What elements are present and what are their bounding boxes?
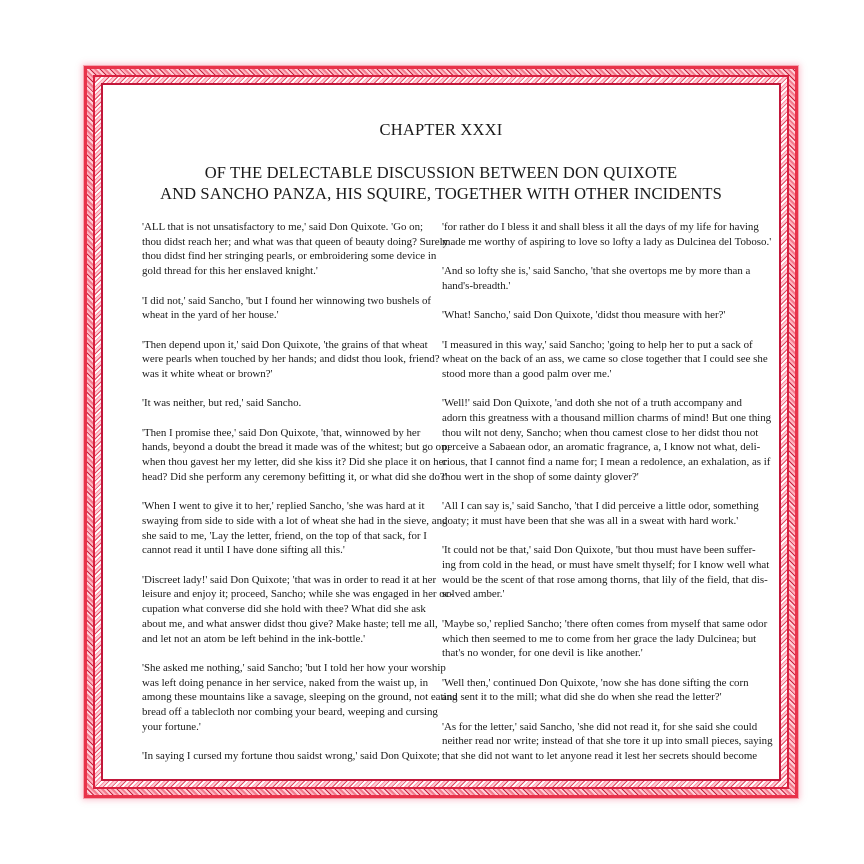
paragraph — [142, 499, 448, 558]
text-line: 'I did not,' said Sancho, 'but I found her winnowing two bushels of — [142, 294, 432, 307]
text-line: wheat on the back of an ass, we came so close together that I could see she — [442, 353, 768, 366]
text-line: was left doing penance in her service, naked from the waist up, in — [142, 676, 429, 689]
paragraph — [442, 499, 759, 528]
text-line: hand's-breadth.' — [442, 279, 511, 292]
text-line: hands, beyond a doubt the bread it made was of the whitest; but go on; — [142, 441, 450, 454]
text-line: 'And so lofty she is,' said Sancho, 'that she overtops me by more than a — [442, 265, 751, 278]
text-line: ing from cold in the head, or must have smelt thyself; for I know well what — [442, 559, 770, 572]
text-line: 'Then depend upon it,' said Don Quixote, 'the grains of that wheat — [142, 338, 428, 351]
text-line: when thou gavest her my letter, did she kiss it? Did she place it on her — [142, 456, 448, 469]
text-line: leisure and enjoy it; proceed, Sancho; while she was engaged in her oc- — [142, 588, 454, 601]
text-column-left — [142, 220, 458, 779]
text-line: 'What! Sancho,' said Don Quixote, 'didst thou measure with her?' — [442, 309, 726, 322]
text-line: 'ALL that is not unsatisfactory to me,' said Don Quixote. 'Go on; — [142, 221, 424, 233]
text-line: your fortune.' — [142, 720, 201, 733]
text-line: 'Discreet lady!' said Don Quixote; 'that was in order to read it at her — [142, 573, 437, 586]
text-line: 'All I can say is,' said Sancho, 'that I did perceive a little odor, something — [442, 500, 759, 513]
text-line: and let not an atom be left behind in the ink-bottle.' — [142, 632, 366, 645]
text-line: was it white wheat or brown?' — [142, 368, 273, 380]
text-line: 'It could not be that,' said Don Quixote, 'but thou must have been suffer- — [442, 544, 756, 557]
chapter-title-line: AND SANCHO PANZA, HIS SQUIRE, TOGETHER WITH OTHER INCIDENTS — [160, 184, 722, 203]
text-line: 'I measured in this way,' said Sancho; 'going to help her to put a sack of — [442, 338, 753, 351]
text-line: 'Well!' said Don Quixote, 'and doth she not of a truth accompany and — [442, 397, 742, 410]
text-line: stood more than a good palm over me.' — [442, 367, 612, 380]
text-line: perceive a Sabaean odor, an aromatic fragrance, a, I know not what, deli- — [442, 441, 761, 454]
text-line: 'When I went to give it to her,' replied Sancho, 'she was hard at it — [142, 500, 425, 513]
paragraph — [442, 543, 770, 602]
text-line: that's no wonder, for one devil is like another.' — [442, 647, 643, 660]
text-line: 'Well then,' continued Don Quixote, 'now she has done sifting the corn — [442, 676, 749, 689]
paragraph — [442, 338, 768, 382]
paragraph — [142, 338, 440, 382]
paragraph — [442, 676, 749, 705]
text-line: thou wert in the shop of some dainty glover?' — [442, 470, 639, 483]
text-line: 'In saying I cursed my fortune thou saidst wrong,' said Don Quixote; — [142, 750, 440, 763]
chapter-title — [110, 162, 772, 204]
chapter-title-line: OF THE DELECTABLE DISCUSSION BETWEEN DON QUIXOTE — [204, 163, 678, 182]
text-line: thou didst find her stringing pearls, or embroidering some device in — [142, 250, 437, 263]
text-line: cupation what converse did she hold with thee? What did she ask — [142, 603, 426, 616]
paragraph — [442, 308, 732, 323]
text-line: swaying from side to side with a lot of wheat she had in the sieve, and — [142, 514, 448, 527]
text-line: about me, and what answer didst thou give? Make haste; tell me all, — [142, 617, 438, 630]
text-line: 'for rather do I bless it and shall bless it all the days of my life for having — [442, 221, 759, 233]
text-line: 'As for the letter,' said Sancho, 'she did not read it, for she said she could — [442, 720, 758, 733]
book-page — [110, 92, 772, 772]
text-line: thou wilt not deny, Sancho; when thou camest close to her didst thou not — [442, 426, 759, 439]
text-line: 'She asked me nothing,' said Sancho; 'but I told her how your worship — [142, 661, 446, 674]
paragraph — [142, 426, 450, 485]
text-line: neither read nor write; instead of that she tore it up into small pieces, saying — [442, 735, 773, 748]
text-line: cannot read it until I have done sifting all this.' — [142, 544, 345, 557]
text-line: that she did not want to let anyone read it lest her secrets should become — [442, 750, 758, 763]
paragraph — [142, 294, 432, 323]
text-line: 'Then I promise thee,' said Don Quixote, 'that, winnowed by her — [142, 426, 421, 439]
paragraph — [442, 617, 768, 661]
text-line: would be the scent of that rose among thorns, that lily of the field, that dis- — [442, 573, 768, 586]
text-column-right — [442, 220, 773, 779]
text-line: and sent it to the mill; what did she do when she read the letter?' — [442, 691, 722, 704]
text-line: she said to me, 'Lay the letter, friend, on the top of that sack, for I — [142, 529, 427, 542]
paragraph — [442, 264, 751, 293]
text-line: which then seemed to me to come from her grace the lady Dulcinea; but — [442, 632, 757, 645]
text-line: 'Maybe so,' replied Sancho; 'there often comes from myself that same odor — [442, 617, 768, 630]
paragraph — [142, 661, 458, 735]
text-line: cious, that I cannot find a name for; I mean a redolence, an exhalation, as if — [442, 456, 771, 469]
text-line: solved amber.' — [442, 588, 505, 601]
paragraph — [142, 396, 432, 411]
text-line: made me worthy of aspiring to love so lofty a lady as Dulcinea del Toboso.' — [442, 235, 772, 248]
paragraph — [442, 220, 772, 249]
text-line: adorn this greatness with a thousand million charms of mind! But one thing — [442, 412, 772, 425]
paragraph — [142, 220, 449, 279]
text-line: 'It was neither, but red,' said Sancho. — [142, 397, 302, 410]
text-line: among these mountains like a savage, sleeping on the ground, not eating — [142, 691, 458, 704]
paragraph — [442, 720, 773, 764]
paragraph — [142, 749, 440, 764]
paragraph — [442, 396, 772, 484]
text-line: bread off a tablecloth nor combing your beard, weeping and cursing — [142, 706, 438, 719]
chapter-number: CHAPTER XXXI — [379, 120, 503, 139]
text-line: wheat in the yard of her house.' — [142, 309, 279, 322]
text-line: were pearls when touched by her hands; and didst thou look, friend? — [142, 353, 440, 366]
paragraph — [142, 573, 454, 647]
text-line: head? Did she perform any ceremony befitting it, or what did she do?' — [142, 470, 447, 483]
text-line: gold thread for this her enslaved knight.' — [142, 265, 318, 278]
text-line: thou didst reach her; and what was that queen of beauty doing? Surely — [142, 235, 449, 248]
text-line: goaty; it must have been that she was all in a sweat with hard work.' — [442, 514, 739, 527]
